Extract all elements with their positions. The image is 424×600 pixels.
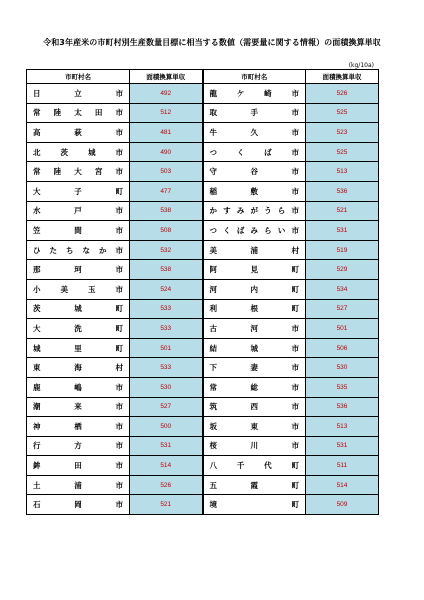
municipality-name-text: 八 千 代 町 — [209, 461, 299, 471]
header-municipality-right: 市町村名 — [203, 70, 306, 84]
municipality-name — [27, 417, 130, 437]
municipality-name — [203, 201, 306, 221]
municipality-name — [203, 338, 306, 358]
table-row — [27, 181, 379, 201]
municipality-name-text: 取 手 市 — [209, 108, 299, 118]
area-yield-value: 538 — [130, 260, 203, 280]
table-header-row — [27, 70, 379, 84]
municipality-name-text: 美 浦 村 — [209, 245, 299, 255]
municipality-name — [27, 475, 130, 495]
municipality-name-text: か す み が う ら 市 — [209, 206, 299, 216]
municipality-name-text: 古 河 市 — [209, 323, 299, 333]
area-yield-value: 525 — [306, 103, 379, 123]
area-yield-value: 525 — [306, 142, 379, 162]
municipality-name-text: 守 谷 市 — [209, 167, 299, 177]
table-row — [27, 103, 379, 123]
area-yield-value: 530 — [306, 358, 379, 378]
header-yield-left: 面積換算単収 — [130, 70, 203, 84]
municipality-name — [203, 475, 306, 495]
table-row — [27, 338, 379, 358]
table-row — [27, 436, 379, 456]
area-yield-value: 501 — [306, 319, 379, 339]
area-yield-value: 530 — [130, 377, 203, 397]
area-yield-value: 536 — [306, 181, 379, 201]
municipality-name-text: 利 根 町 — [209, 304, 299, 314]
municipality-name — [27, 103, 130, 123]
municipality-name — [203, 456, 306, 476]
municipality-name — [203, 240, 306, 260]
municipality-name-text: 筑 西 市 — [209, 402, 299, 412]
municipality-name-text: つ く ば み ら い 市 — [209, 225, 299, 235]
municipality-name-text: 鉾 田 市 — [33, 461, 123, 471]
municipality-name-text: 阿 見 町 — [209, 265, 299, 275]
table-row — [27, 201, 379, 221]
municipality-name — [203, 436, 306, 456]
municipality-name — [27, 162, 130, 182]
municipality-name-text: 常 陸 太 田 市 — [33, 108, 123, 118]
area-yield-value: 535 — [306, 377, 379, 397]
area-yield-value: 506 — [306, 338, 379, 358]
table-row — [27, 495, 379, 515]
table-row — [27, 260, 379, 280]
table-row — [27, 221, 379, 241]
municipality-name — [203, 377, 306, 397]
municipality-name — [203, 358, 306, 378]
municipality-name-text: 行 方 市 — [33, 441, 123, 451]
area-yield-value: 526 — [306, 84, 379, 104]
area-yield-value: 533 — [130, 319, 203, 339]
municipality-name-text: 常 陸 大 宮 市 — [33, 167, 123, 177]
municipality-name — [27, 84, 130, 104]
municipality-name — [27, 240, 130, 260]
area-yield-value: 527 — [130, 397, 203, 417]
area-yield-value: 514 — [306, 475, 379, 495]
municipality-name — [203, 181, 306, 201]
table-row — [27, 84, 379, 104]
area-yield-value: 533 — [130, 358, 203, 378]
area-yield-value: 533 — [130, 299, 203, 319]
table-row — [27, 397, 379, 417]
municipality-name-text: 那 珂 市 — [33, 265, 123, 275]
area-yield-value: 521 — [306, 201, 379, 221]
municipality-name-text: 下 妻 市 — [209, 363, 299, 373]
municipality-name-text: 五 霞 町 — [209, 480, 299, 490]
document-title: 令和3年産米の市町村別生産数量目標に相当する数値（需要量に関する情報）の面積換算単収 — [43, 38, 381, 47]
municipality-name — [27, 319, 130, 339]
municipality-name — [203, 319, 306, 339]
area-yield-value: 492 — [130, 84, 203, 104]
municipality-name — [27, 142, 130, 162]
municipality-name — [27, 358, 130, 378]
area-yield-value: 503 — [130, 162, 203, 182]
area-yield-value: 524 — [130, 279, 203, 299]
municipality-name-text: ひ た ち な か 市 — [33, 245, 123, 255]
municipality-name-text: 北 茨 城 市 — [33, 147, 123, 157]
area-yield-value: 511 — [306, 456, 379, 476]
table-row — [27, 142, 379, 162]
table-row — [27, 319, 379, 339]
municipality-name — [27, 279, 130, 299]
area-yield-value: 501 — [130, 338, 203, 358]
table-row — [27, 456, 379, 476]
area-yield-value: 512 — [130, 103, 203, 123]
table-row — [27, 475, 379, 495]
municipality-name — [27, 260, 130, 280]
header-yield-right: 面積換算単収 — [306, 70, 379, 84]
area-yield-value: 509 — [306, 495, 379, 515]
area-yield-value: 526 — [130, 475, 203, 495]
municipality-name — [27, 299, 130, 319]
area-yield-value: 527 — [306, 299, 379, 319]
area-yield-value: 508 — [130, 221, 203, 241]
municipality-name — [27, 123, 130, 143]
area-yield-value: 477 — [130, 181, 203, 201]
municipality-name — [203, 142, 306, 162]
area-yield-value: 529 — [306, 260, 379, 280]
municipality-name — [27, 338, 130, 358]
municipality-name — [27, 436, 130, 456]
municipality-name — [203, 397, 306, 417]
table-row — [27, 123, 379, 143]
municipality-name-text: 日 立 市 — [33, 88, 123, 98]
area-yield-value: 514 — [130, 456, 203, 476]
municipality-name-text: 茨 城 町 — [33, 304, 123, 314]
yield-table — [26, 69, 379, 515]
area-yield-value: 521 — [130, 495, 203, 515]
unit-label: (kg/10a) — [348, 62, 374, 69]
area-yield-value: 534 — [306, 279, 379, 299]
municipality-name-text: 桜 川 市 — [209, 441, 299, 451]
municipality-name — [27, 456, 130, 476]
municipality-name-text: 大 洗 町 — [33, 323, 123, 333]
municipality-name — [203, 495, 306, 515]
municipality-name-text: 鹿 嶋 市 — [33, 382, 123, 392]
municipality-name — [27, 201, 130, 221]
municipality-name — [203, 260, 306, 280]
table-row — [27, 279, 379, 299]
table-row — [27, 299, 379, 319]
municipality-name-text: 神 栖 市 — [33, 421, 123, 431]
table-body — [27, 84, 379, 515]
municipality-name-text: 常 総 市 — [209, 382, 299, 392]
municipality-name — [27, 377, 130, 397]
municipality-name — [203, 103, 306, 123]
municipality-name-text: 城 里 町 — [33, 343, 123, 353]
municipality-name-text: 東 海 村 — [33, 363, 123, 373]
area-yield-value: 532 — [130, 240, 203, 260]
municipality-name — [203, 279, 306, 299]
municipality-name — [27, 221, 130, 241]
area-yield-value: 538 — [130, 201, 203, 221]
area-yield-value: 523 — [306, 123, 379, 143]
municipality-name-text: 水 戸 市 — [33, 206, 123, 216]
municipality-name-text: 河 内 町 — [209, 284, 299, 294]
area-yield-value: 500 — [130, 417, 203, 437]
municipality-name-text: 稲 敷 市 — [209, 186, 299, 196]
municipality-name-text: 大 子 町 — [33, 186, 123, 196]
municipality-name-text: 土 浦 市 — [33, 480, 123, 490]
area-yield-value: 536 — [306, 397, 379, 417]
table-row — [27, 417, 379, 437]
area-yield-value: 531 — [306, 221, 379, 241]
municipality-name-text: 牛 久 市 — [209, 127, 299, 137]
municipality-name — [27, 181, 130, 201]
municipality-name — [203, 221, 306, 241]
area-yield-value: 531 — [130, 436, 203, 456]
area-yield-value: 513 — [306, 162, 379, 182]
municipality-name — [27, 495, 130, 515]
municipality-name-text: 結 城 市 — [209, 343, 299, 353]
table-row — [27, 358, 379, 378]
municipality-name — [203, 84, 306, 104]
header-municipality-left: 市町村名 — [27, 70, 130, 84]
municipality-name — [27, 397, 130, 417]
municipality-name-text: 潮 来 市 — [33, 402, 123, 412]
municipality-name — [203, 417, 306, 437]
area-yield-value: 531 — [306, 436, 379, 456]
table-row — [27, 240, 379, 260]
municipality-name-text: 笠 間 市 — [33, 225, 123, 235]
municipality-name-text: 小 美 玉 市 — [33, 284, 123, 294]
municipality-name-text: 高 萩 市 — [33, 127, 123, 137]
area-yield-value: 519 — [306, 240, 379, 260]
area-yield-value: 481 — [130, 123, 203, 143]
municipality-name-text: 石 岡 市 — [33, 500, 123, 510]
municipality-name-text: 龍 ケ 崎 市 — [209, 88, 299, 98]
municipality-name-text: 境 町 — [209, 500, 299, 510]
municipality-name-text: 坂 東 市 — [209, 421, 299, 431]
area-yield-value: 513 — [306, 417, 379, 437]
area-yield-value: 490 — [130, 142, 203, 162]
municipality-name — [203, 162, 306, 182]
table-row — [27, 162, 379, 182]
municipality-name-text: つ く ば 市 — [209, 147, 299, 157]
municipality-name — [203, 123, 306, 143]
municipality-name — [203, 299, 306, 319]
table-row — [27, 377, 379, 397]
